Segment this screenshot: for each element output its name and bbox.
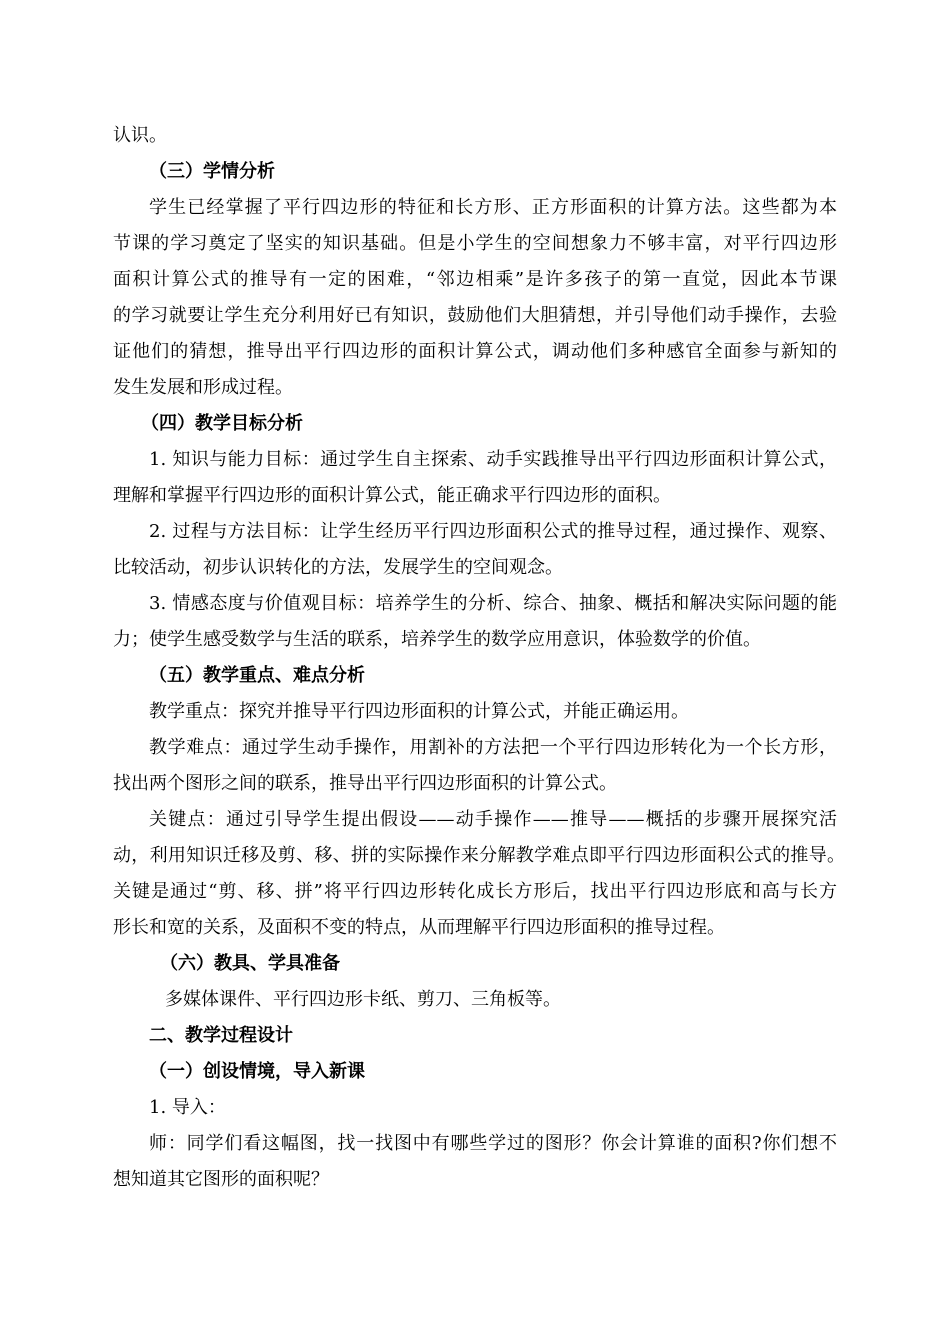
paragraph-continuation: 认识。 (113, 125, 167, 146)
critical-point-cont: 关键是通过“剪、移、拼”将平行四边形转化成长方形后，找出平行四边形底和高与长方 (113, 881, 837, 902)
goal-item-3-cont: 力；使学生感受数学与生活的联系，培养学生的数学应用意识，体验数学的价值。 (113, 629, 761, 650)
paragraph-line: 节课的学习奠定了坚实的知识基础。但是小学生的空间想象力不够丰富，对平行四边形 (113, 233, 837, 254)
paragraph-line: 面积计算公式的推导有一定的困难，“邻边相乘”是许多孩子的第一直觉，因此本节课 (113, 269, 837, 290)
key-point-line: 教学重点：探究并推导平行四边形面积的计算公式，并能正确运用。 (149, 701, 689, 722)
critical-point-cont: 形长和宽的关系，及面积不变的特点，从而理解平行四边形面积的推导过程。 (113, 917, 725, 938)
paragraph-line: 证他们的猜想，推导出平行四边形的面积计算公式，调动他们多种感官全面参与新知的 (113, 341, 837, 362)
paragraph-line: 学生已经掌握了平行四边形的特征和长方形、正方形面积的计算方法。这些都为本 (149, 197, 837, 218)
teacher-dialogue-cont: 想知道其它图形的面积呢？ (113, 1169, 329, 1190)
heading-key-difficult-points: （五）教学重点、难点分析 (149, 665, 365, 686)
critical-point-line: 关键点：通过引导学生提出假设——动手操作——推导——概括的步骤开展探究活 (149, 809, 837, 830)
difficult-point-cont: 找出两个图形之间的联系，推导出平行四边形面积的计算公式。 (113, 773, 617, 794)
paragraph-line: 发生发展和形成过程。 (113, 377, 293, 398)
heading-teaching-goals: （四）教学目标分析 (141, 413, 303, 434)
paragraph-line: 的学习就要让学生充分利用好已有知识，鼓励他们大胆猜想，并引导他们动手操作，去验 (113, 305, 837, 326)
difficult-point-line: 教学难点：通过学生动手操作，用割补的方法把一个平行四边形转化为一个长方形， (149, 737, 837, 758)
heading-process-design: 二、教学过程设计 (149, 1025, 293, 1046)
goal-item-2: 2. 过程与方法目标：让学生经历平行四边形面积公式的推导过程，通过操作、观察、 (149, 521, 837, 542)
teaching-aids-list: 多媒体课件、平行四边形卡纸、剪刀、三角板等。 (165, 989, 561, 1010)
teacher-dialogue: 师：同学们看这幅图，找一找图中有哪些学过的图形？你会计算谁的面积?你们想不 (149, 1133, 837, 1154)
goal-item-2-cont: 比较活动，初步认识转化的方法，发展学生的空间观念。 (113, 557, 563, 578)
heading-create-scenario: （一）创设情境，导入新课 (149, 1061, 365, 1082)
goal-item-3: 3. 情感态度与价值观目标：培养学生的分析、综合、抽象、概括和解决实际问题的能 (149, 593, 837, 614)
goal-item-1: 1. 知识与能力目标：通过学生自主探索、动手实践推导出平行四边形面积计算公式， (149, 449, 837, 470)
goal-item-1-cont: 理解和掌握平行四边形的面积计算公式，能正确求平行四边形的面积。 (113, 485, 671, 506)
critical-point-cont: 动，利用知识迁移及剪、移、拼的实际操作来分解教学难点即平行四边形面积公式的推导。 (113, 845, 845, 866)
intro-label: 1. 导入： (149, 1097, 226, 1118)
heading-student-analysis: （三）学情分析 (149, 161, 275, 182)
heading-teaching-aids: （六）教具、学具准备 (160, 953, 340, 974)
